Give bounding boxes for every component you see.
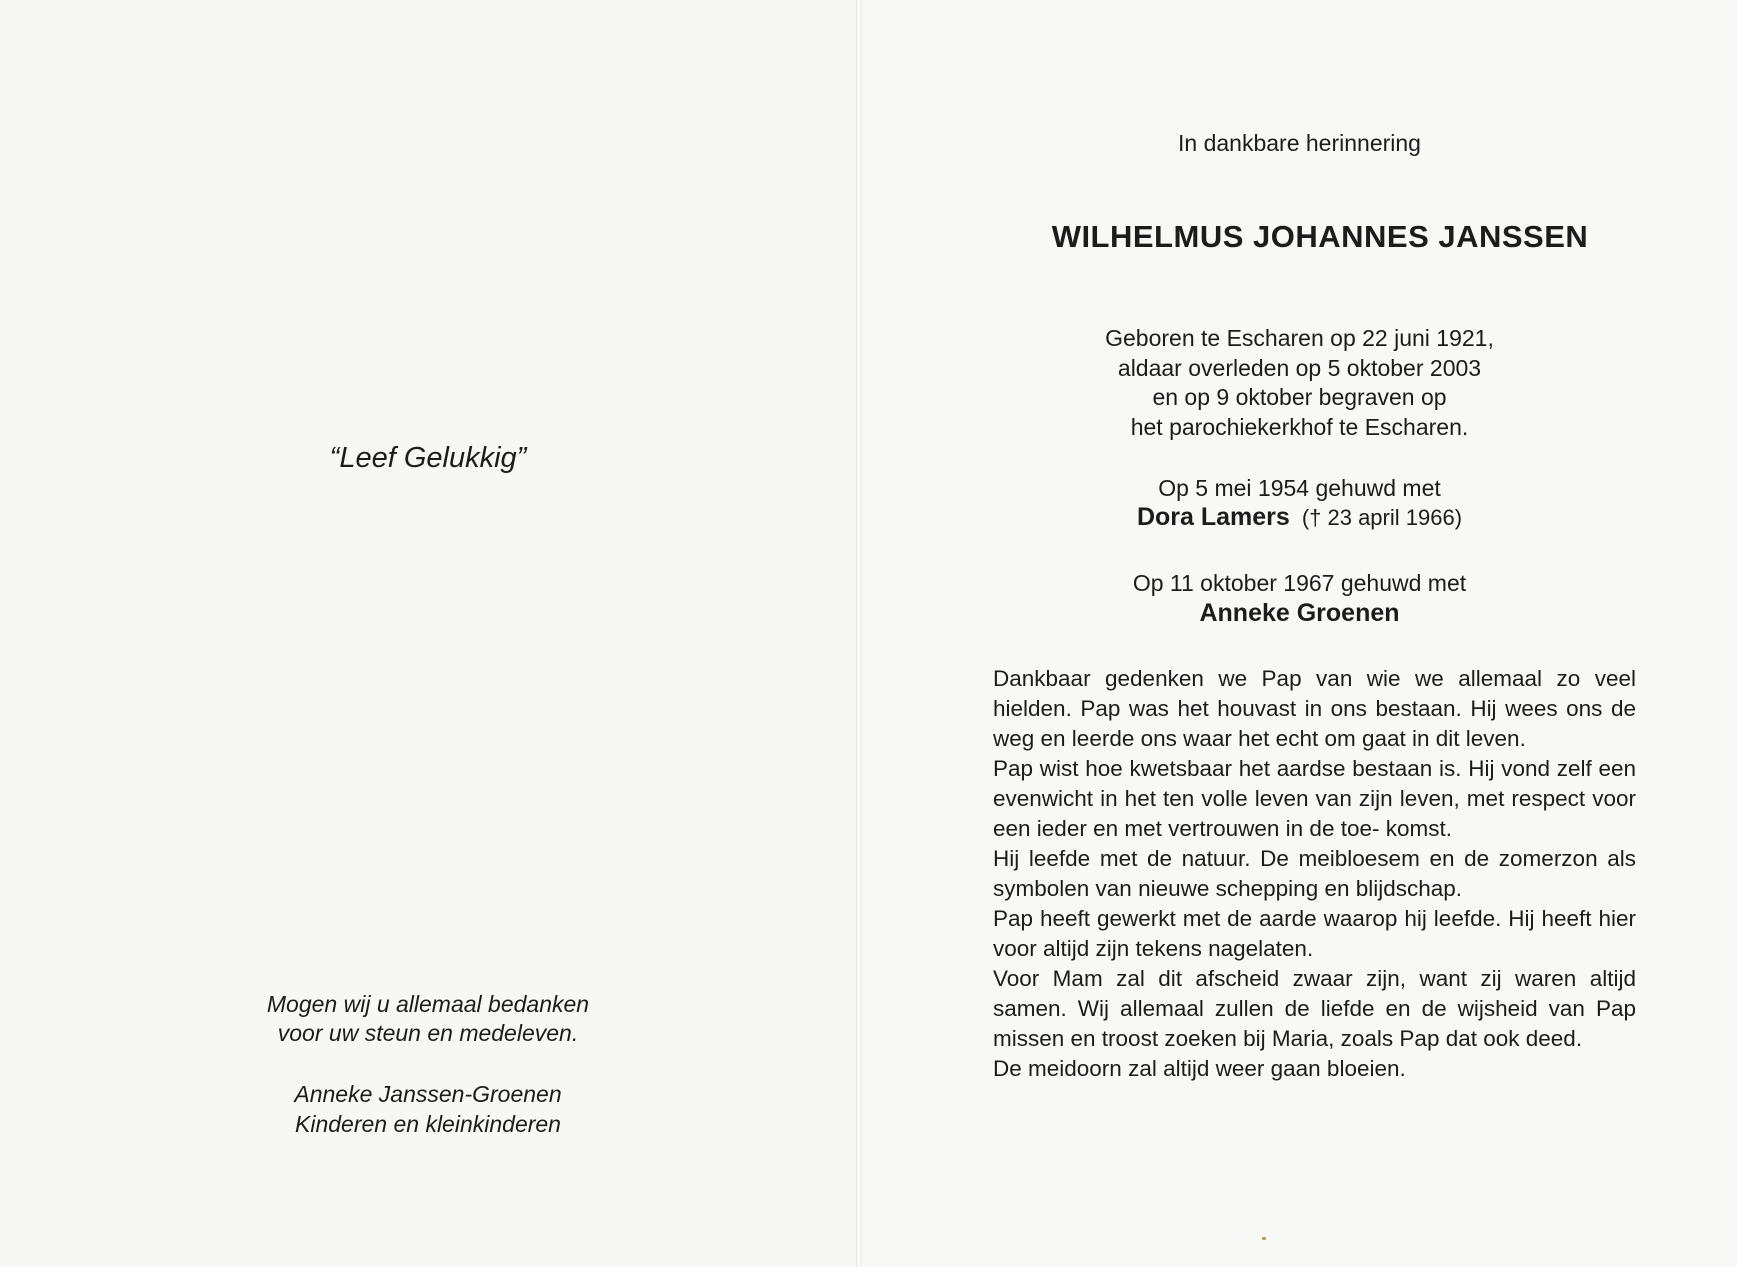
signer-line: Anneke Janssen-Groenen [294, 1081, 562, 1107]
tribute-paragraph: Pap wist hoe kwetsbaar het aardse bestaan is. Hij vond zelf een evenwicht in het ten volle leven van zijn leven, met respect voor een ieder en met vertrouwen in de toe- komst. [993, 756, 1636, 841]
signers [0, 1079, 856, 1139]
tribute-paragraph: Hij leefde met de natuur. De meibloesem en de zomerzon als symbolen van nieuwe schepping en blijdschap. [993, 846, 1636, 901]
deceased-name: WILHELMUS JOHANNES JANSSEN [1051, 219, 1589, 254]
thanks-line: Mogen wij u allemaal bedanken [266, 991, 590, 1017]
first-spouse [862, 503, 1737, 532]
tribute-paragraph: Voor Mam zal dit afscheid zwaar zijn, want zij waren altijd samen. Wij allemaal zullen de liefde en de wijsheid van Pap missen en troost zoeken bij Maria, zoals Pap dat ook deed. [993, 966, 1636, 1051]
second-spouse-name: Anneke Groenen [1199, 599, 1400, 627]
intro-heading: In dankbare herinnering [1178, 130, 1421, 156]
thanks-line: voor uw steun en medeleven. [277, 1020, 579, 1046]
motto: “Leef Gelukkig” [329, 442, 527, 474]
tribute-paragraph: De meidoorn zal altijd weer gaan bloeien. [993, 1056, 1406, 1081]
thanks-message [0, 990, 856, 1048]
paper-speck [1262, 1237, 1266, 1240]
birth-death-line: Geboren te Escharen op 22 juni 1921, [1105, 325, 1494, 351]
birth-death-line: en op 9 oktober begraven op [1152, 384, 1447, 410]
first-spouse-name: Dora Lamers [1136, 503, 1290, 531]
tribute-paragraph: Dankbaar gedenken we Pap van wie we allemaal zo veel hielden. Pap was het houvast in ons bestaan. Hij wees ons de weg en leerde ons waar het echt om gaat in dit leven. [993, 666, 1636, 751]
left-card-panel [0, 0, 856, 1267]
second-marriage-text: Op 11 oktober 1967 gehuwd met [1132, 570, 1467, 596]
birth-death-line: aldaar overleden op 5 oktober 2003 [1117, 354, 1482, 381]
signer-line: Kinderen en kleinkinderen [295, 1111, 561, 1137]
birth-death-info [862, 324, 1737, 442]
birth-death-line: het parochiekerkhof te Escharen. [1130, 413, 1469, 440]
first-marriage-text: Op 5 mei 1954 gehuwd met [1158, 475, 1441, 501]
first-spouse-death: († 23 april 1966) [1301, 505, 1463, 530]
tribute-paragraph: Pap heeft gewerkt met de aarde waarop hij leefde. Hij heeft hier voor altijd zijn tekens nagelaten. [993, 906, 1636, 961]
tribute-text [993, 664, 1636, 1084]
